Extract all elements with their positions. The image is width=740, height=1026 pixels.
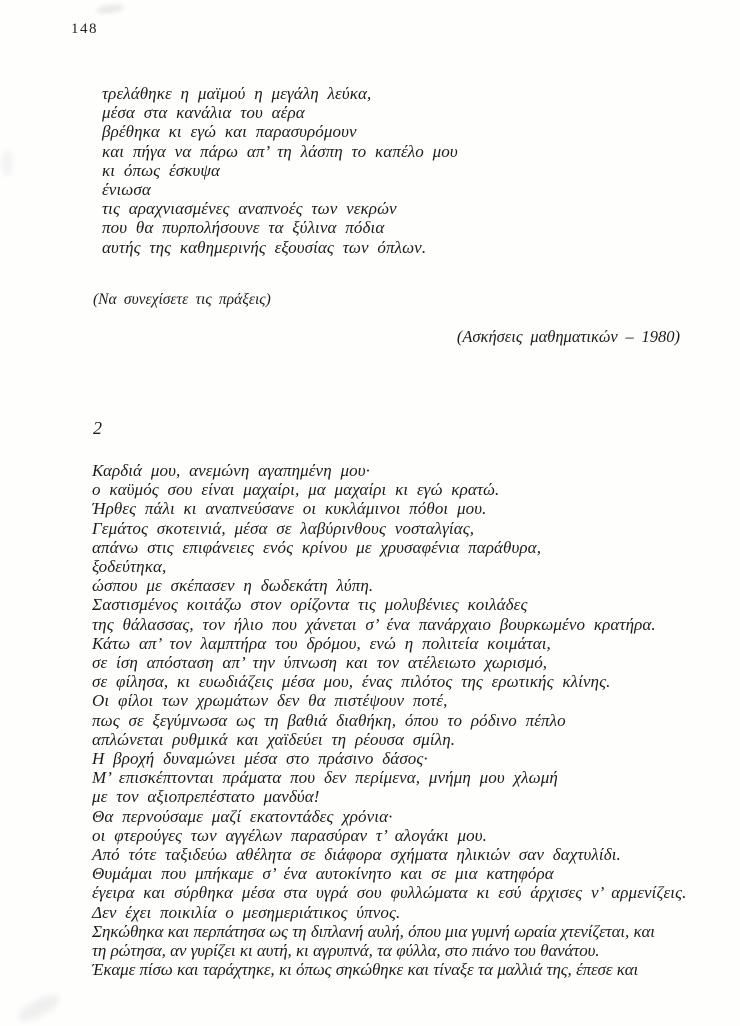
page-number: 148 [71,21,98,37]
poem-line: κι όπως έσκυψα [102,160,221,180]
poem-line: ένιωσα [102,180,151,200]
poem-line: ώσπου με σκέπασεν η δωδεκάτη λύπη. [92,576,374,596]
poem-line: της θάλασσας, τον ήλιο που χάνεται σ’ ένα πανάρχαιο βουρκωμένο κρατήρα. [92,614,656,634]
scan-artifact [96,3,125,15]
poem-line: Έκαμε πίσω και ταράχτηκε, κι όπως σηκώθηκε και τίναξε τα μαλλιά της, έπεσε και [92,960,639,980]
poem-line: τρελάθηκε η μαϊμού η μεγάλη λεύκα, [102,84,372,103]
poem-line: πως σε ξεγύμνωσα ως τη βαθιά διαθήκη, όπου το ρόδινο πέπλο [92,710,566,730]
poem-line: τη ρώτησα, αν γυρίζει κι αυτή, κι αγρυπνά, τα φύλλα, στο πιάνο του θανάτου. [92,941,600,961]
poem-line: βρέθηκα κι εγώ και παρασυρόμουν [102,122,357,142]
poem-line: Θυμάμαι που μπήκαμε σ’ ένα αυτοκίνητο και σε μια κατηφόρα [92,864,554,884]
poem-line: Οι φίλοι των χρωμάτων δεν θα πιστέψουν ποτέ, [92,691,448,711]
poem-line: Μ’ επισκέπτονται πράματα που δεν περίμενα, μνήμη μου χλωμή [92,768,558,788]
poem-line: και πήγα να πάρω απ’ τη λάσπη το καπέλο μου [102,141,458,161]
poem-line: αυτής της καθημερινής εξουσίας των όπλων. [102,237,427,257]
poem-line: Από τότε ταξιδεύω αθέλητα σε διάφορα σχήματα ηλικιών σαν δαχτυλίδι. [92,845,621,865]
poem-block-second [92,461,686,979]
poem-line: Θα περνούσαμε μαζί εκατοντάδες χρόνια· [92,806,393,826]
poem-line: σε φίλησα, κι ευωδιάζεις μέσα μου, ένας πιλότος της ερωτικής κλίνης. [92,672,611,692]
poem-block-first [102,84,458,257]
poem-line: Γεμάτος σκοτεινιά, μέσα σε λαβύρινθους νοσταλγίας, [92,518,475,538]
poem-line: απάνω στις επιφάνειες ενός κρίνου με χρυσαφένια παράθυρα, [92,537,542,557]
poem-line: Η βροχή δυναμώνει μέσα στο πράσινο δάσος· [92,749,428,769]
section-number: 2 [93,418,102,438]
poem-line: Δεν έχει ποικιλία ο μεσημεριάτικος ύπνος. [92,902,401,922]
poem-line: Σαστισμένος κοιτάζω στον ορίζοντα τις μολυβένιες κοιλάδες [92,595,528,615]
poem-line: απλώνεται ρυθμικά και χαϊδεύει τη ρέουσα σμίλη. [92,729,456,749]
poem-line: σε ίση απόσταση απ’ την ύπνωση και τον ατέλειωτο χωρισμό, [92,653,548,673]
scan-artifact [15,990,63,1026]
poem-line: ξοδεύτηκα, [92,557,167,577]
poem-line: που θα πυρπολήσουνε τα ξύλινα πόδια [102,218,385,238]
poem-line: οι φτερούγες των αγγέλων παρασύραν τ’ αλογάκι μου. [92,825,487,845]
poem-line: με τον αξιοπρεπέστατο μανδύα! [92,787,320,807]
poem-line: ο καϋμός σου είναι μαχαίρι, μα μαχαίρι κι εγώ κρατώ. [92,480,500,500]
scan-artifact [2,150,12,176]
poem-line: Σηκώθηκα και περπάτησα ως τη διπλανή αυλή, όπου μια γυμνή ωραία χτενίζεται, και [92,921,655,941]
poem-line: Κάτω απ’ τον λαμπτήρα του δρόμου, ενώ η πολιτεία κοιμάται, [92,633,551,653]
poem-line: έγειρα και σύρθηκα μέσα στα υγρά σου φυλλώματα κι εσύ άρχισες ν’ αρμενίζεις. [92,883,687,903]
poem-line: Καρδιά μου, ανεμώνη αγαπημένη μου· [92,461,370,480]
source-attribution: (Ασκήσεις μαθηματικών – 1980) [456,327,680,346]
poem-line: Ήρθες πάλι κι αναπνεύσανε οι κυκλάμινοι πόθοι μου. [92,499,487,519]
exercise-note: (Να συνεχίσετε τις πράξεις) [93,291,271,308]
poem-line: μέσα στα κανάλια του αέρα [102,103,305,123]
poem-line: τις αραχνιασμένες αναπνοές των νεκρών [102,199,397,219]
